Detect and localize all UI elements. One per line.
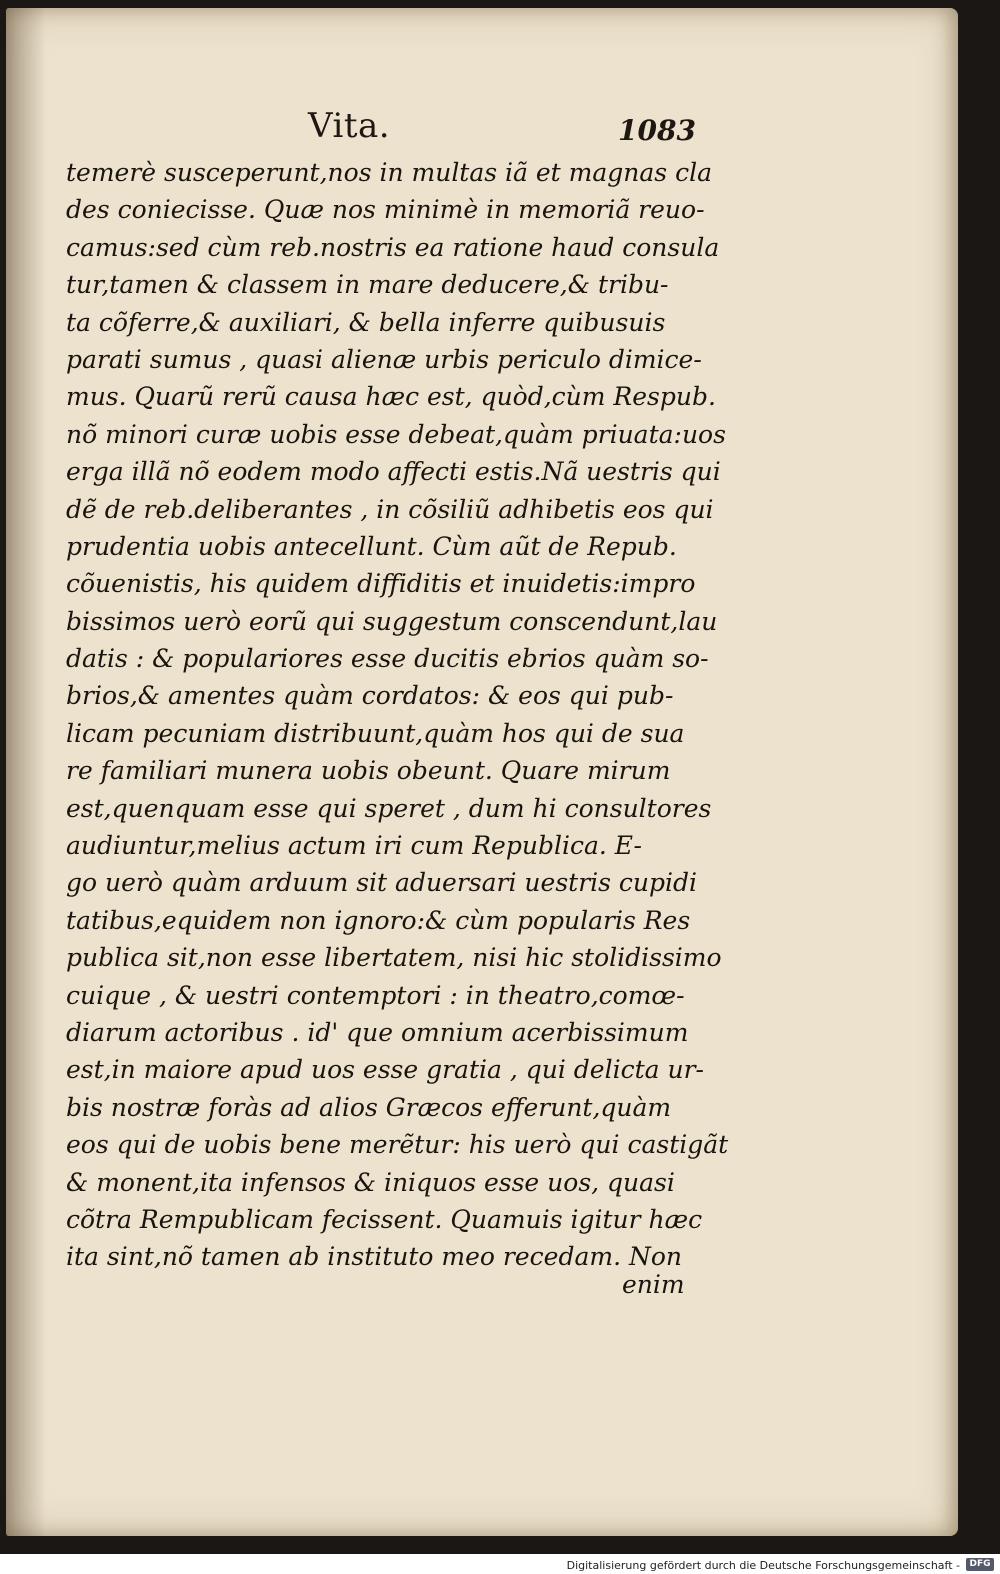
text-line: camus:sed cùm reb.nostris ea ratione haud consula xyxy=(66,232,720,262)
text-line: est,quenquam esse qui speret , dum hi consultores xyxy=(66,793,712,823)
text-line: diarum actoribus . id' que omnium acerbissimum xyxy=(66,1017,689,1047)
footer-bar xyxy=(0,1554,1000,1574)
text-line: & monent,ita infensos & iniquos esse uos, quasi xyxy=(66,1167,675,1197)
funding-credit: Digitalisierung gefördert durch die Deutsche Forschungsgemeinschaft - xyxy=(566,1559,960,1572)
text-line: cõuenistis, his quidem diffiditis et inuidetis:impro xyxy=(66,569,696,599)
text-line: cuique , & uestri contemptori : in theatro,comœ- xyxy=(66,980,685,1010)
text-line: erga illã nõ eodem modo affecti estis.Nã uestris qui xyxy=(66,457,721,487)
text-line: parati sumus , quasi alienæ urbis periculo dimice- xyxy=(66,344,702,374)
text-line: bissimos uerò eorũ qui suggestum conscendunt,lau xyxy=(66,606,718,636)
text-line: eos qui de uobis bene merẽtur: his uerò qui castigãt xyxy=(66,1130,729,1160)
book-page xyxy=(6,8,958,1536)
text-line: est,in maiore apud uos esse gratia , qui delicta ur- xyxy=(66,1055,704,1085)
text-line: brios,& amentes quàm cordatos: & eos qui pub- xyxy=(66,681,674,711)
text-line: go uerò quàm arduum sit aduersari uestris cupidi xyxy=(66,868,698,898)
text-line: publica sit,non esse libertatem, nisi hic stolidissimo xyxy=(66,943,722,973)
text-line: mus. Quarũ rerũ causa hæc est, quòd,cùm Respub. xyxy=(66,382,716,412)
text-line: prudentia uobis antecellunt. Cùm aũt de Repub. xyxy=(66,531,677,561)
running-head-title: Vita. xyxy=(308,106,391,146)
text-line: cõtra Rempublicam fecissent. Quamuis igitur hæc xyxy=(66,1204,703,1234)
text-line: re familiari munera uobis obeunt. Quare mirum xyxy=(66,756,671,786)
text-line: dẽ de reb.deliberantes , in cõsiliũ adhibetis eos qui xyxy=(66,494,714,524)
page-number: 1083 xyxy=(618,114,696,147)
text-line: temerè susceperunt,nos in multas iã et magnas cla xyxy=(66,158,712,187)
text-line: audiuntur,melius actum iri cum Republica. E- xyxy=(66,831,642,861)
text-line: licam pecuniam distribuunt,quàm hos qui de sua xyxy=(66,718,685,748)
text-line: tatibus,equidem non ignoro:& cùm popularis Res xyxy=(66,905,691,935)
text-line: nõ minori curæ uobis esse debeat,quàm priuata:uos xyxy=(66,419,726,449)
text-line: ita sint,nõ tamen ab instituto meo recedam. Non xyxy=(66,1242,683,1272)
text-line: bis nostræ foràs ad alios Græcos efferunt,quàm xyxy=(66,1092,672,1122)
text-line: tur,tamen & classem in mare deducere,& tribu- xyxy=(66,270,669,300)
body-text xyxy=(66,154,729,1276)
dfg-logo: DFG xyxy=(966,1558,994,1571)
text-line: ta cõferre,& auxiliari, & bella inferre quibusuis xyxy=(66,307,666,337)
text-line: des coniecisse. Quæ nos minimè in memoriã reuo- xyxy=(66,195,705,225)
text-line: datis : & populariores esse ducitis ebrios quàm so- xyxy=(66,644,709,674)
catchword: enim xyxy=(622,1270,685,1299)
